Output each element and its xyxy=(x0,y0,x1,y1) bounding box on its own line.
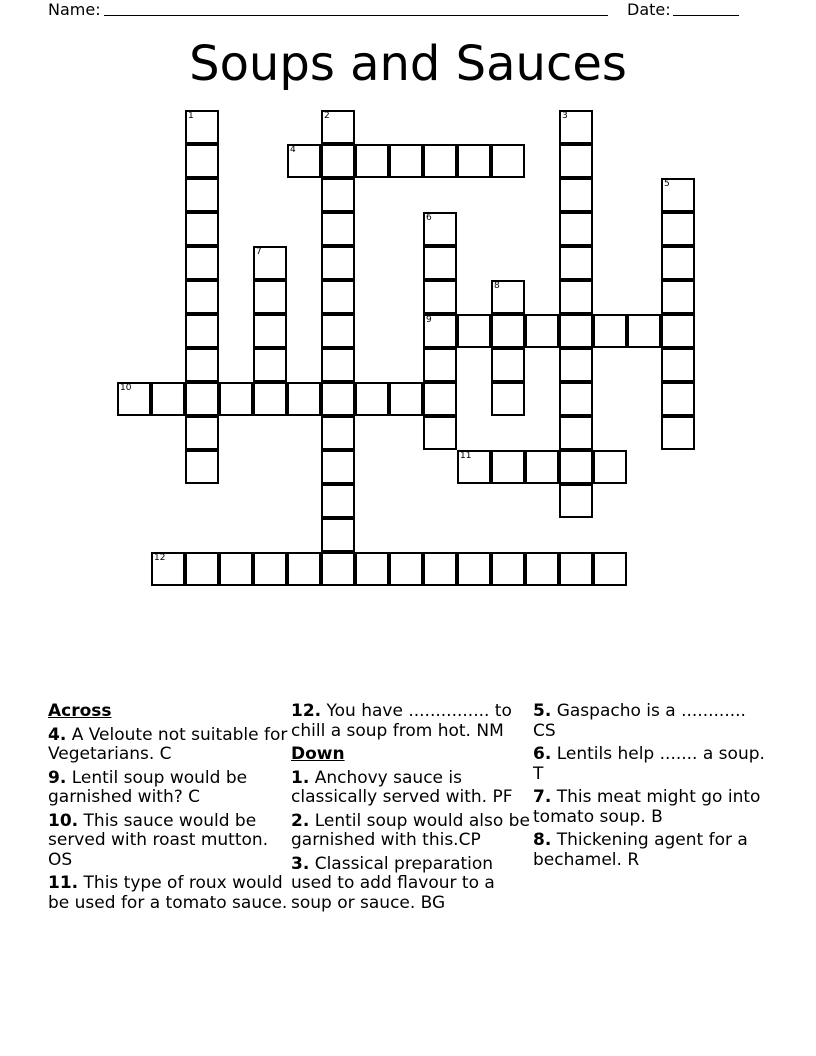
grid-cell[interactable] xyxy=(219,382,253,416)
grid-cell[interactable] xyxy=(559,212,593,246)
grid-cell[interactable] xyxy=(185,382,219,416)
clue-number: 3 xyxy=(562,111,568,121)
grid-cell[interactable] xyxy=(151,552,185,586)
grid-cell[interactable] xyxy=(559,552,593,586)
grid-cell[interactable] xyxy=(287,552,321,586)
clue-down-6: 6. Lentils help ....... a soup. T xyxy=(533,744,765,784)
grid-cell[interactable] xyxy=(389,144,423,178)
grid-cell[interactable] xyxy=(559,280,593,314)
grid-cell[interactable] xyxy=(525,552,559,586)
grid-cell[interactable] xyxy=(219,552,253,586)
grid-cell[interactable] xyxy=(491,314,525,348)
grid-cell[interactable] xyxy=(185,246,219,280)
clue-down-2: 2. Lentil soup would also be garnished with this.CP xyxy=(291,810,530,850)
grid-cell[interactable] xyxy=(423,246,457,280)
grid-cell[interactable] xyxy=(185,110,219,144)
grid-cell[interactable] xyxy=(457,450,491,484)
clue-number: 4 xyxy=(290,145,296,155)
grid-cell[interactable] xyxy=(559,382,593,416)
grid-cell[interactable] xyxy=(321,348,355,382)
grid-cell[interactable] xyxy=(661,416,695,450)
grid-cell[interactable] xyxy=(287,144,321,178)
grid-cell[interactable] xyxy=(491,280,525,314)
clue-number: 7 xyxy=(256,247,262,257)
grid-cell[interactable] xyxy=(185,280,219,314)
grid-cell[interactable] xyxy=(185,348,219,382)
clue-down-1: 1. Anchovy sauce is classically served with. PF xyxy=(291,767,513,807)
grid-cell[interactable] xyxy=(525,450,559,484)
clue-across-11: 11. This type of roux would be used for a tomato sauce. xyxy=(48,873,288,913)
grid-cell[interactable] xyxy=(253,314,287,348)
grid-cell[interactable] xyxy=(185,314,219,348)
grid-cell[interactable] xyxy=(389,382,423,416)
clue-column-2 xyxy=(291,702,531,917)
grid-cell[interactable] xyxy=(627,314,661,348)
grid-cell[interactable] xyxy=(423,552,457,586)
name-label: Name: xyxy=(48,0,101,19)
grid-cell[interactable] xyxy=(321,552,355,586)
grid-cell[interactable] xyxy=(525,314,559,348)
grid-cell[interactable] xyxy=(491,450,525,484)
clue-number: 12 xyxy=(154,553,166,563)
grid-cell[interactable] xyxy=(321,212,355,246)
grid-cell[interactable] xyxy=(253,280,287,314)
grid-cell[interactable] xyxy=(185,416,219,450)
grid-cell[interactable] xyxy=(661,212,695,246)
grid-cell[interactable] xyxy=(423,144,457,178)
across-heading: Across xyxy=(48,701,112,721)
grid-cell[interactable] xyxy=(321,314,355,348)
grid-cell[interactable] xyxy=(253,348,287,382)
clue-across-12: 12. You have ............... to chill a soup from hot. NM xyxy=(291,701,512,741)
clue-number: 8 xyxy=(494,281,500,291)
grid-cell[interactable] xyxy=(389,552,423,586)
grid-cell[interactable] xyxy=(661,348,695,382)
grid-cell[interactable] xyxy=(117,382,151,416)
clue-down-7: 7. This meat might go into tomato soup. B xyxy=(533,787,761,827)
grid-cell[interactable] xyxy=(321,450,355,484)
clue-across-4: 4. A Veloute not suitable for Vegetarians. C xyxy=(48,724,288,764)
grid-cell[interactable] xyxy=(253,552,287,586)
grid-cell[interactable] xyxy=(321,416,355,450)
grid-cell[interactable] xyxy=(423,314,457,348)
clue-number: 10 xyxy=(120,383,132,393)
grid-cell[interactable] xyxy=(593,552,627,586)
grid-cell[interactable] xyxy=(185,178,219,212)
grid-cell[interactable] xyxy=(491,552,525,586)
grid-cell[interactable] xyxy=(355,144,389,178)
date-label: Date: xyxy=(627,0,671,19)
clue-across-10: 10. This sauce would be served with roast mutton. OS xyxy=(48,810,269,870)
page-title: Soups and Sauces xyxy=(189,36,627,92)
grid-cell[interactable] xyxy=(559,314,593,348)
grid-cell[interactable] xyxy=(423,416,457,450)
clue-column-1 xyxy=(48,702,288,917)
grid-cell[interactable] xyxy=(355,382,389,416)
grid-cell[interactable] xyxy=(559,416,593,450)
grid-cell[interactable] xyxy=(321,144,355,178)
grid-cell[interactable] xyxy=(253,382,287,416)
grid-cell[interactable] xyxy=(321,484,355,518)
grid-cell[interactable] xyxy=(253,246,287,280)
grid-cell[interactable] xyxy=(185,144,219,178)
grid-cell[interactable] xyxy=(491,348,525,382)
grid-cell[interactable] xyxy=(151,382,185,416)
grid-cell[interactable] xyxy=(661,382,695,416)
grid-cell[interactable] xyxy=(423,212,457,246)
grid-cell[interactable] xyxy=(185,450,219,484)
grid-cell[interactable] xyxy=(457,314,491,348)
grid-cell[interactable] xyxy=(321,518,355,552)
grid-cell[interactable] xyxy=(423,348,457,382)
clue-number: 2 xyxy=(324,111,330,121)
grid-cell[interactable] xyxy=(321,280,355,314)
grid-cell[interactable] xyxy=(321,110,355,144)
grid-cell[interactable] xyxy=(185,212,219,246)
grid-cell[interactable] xyxy=(457,552,491,586)
grid-cell[interactable] xyxy=(559,348,593,382)
grid-cell[interactable] xyxy=(423,280,457,314)
clue-down-5: 5. Gaspacho is a ............ CS xyxy=(533,701,746,741)
grid-cell[interactable] xyxy=(491,382,525,416)
grid-cell[interactable] xyxy=(185,552,219,586)
grid-cell[interactable] xyxy=(661,314,695,348)
clue-across-9: 9. Lentil soup would be garnished with? C xyxy=(48,767,248,807)
clue-number: 11 xyxy=(460,451,472,461)
grid-cell[interactable] xyxy=(661,246,695,280)
grid-cell[interactable] xyxy=(287,382,321,416)
grid-cell[interactable] xyxy=(661,178,695,212)
grid-cell[interactable] xyxy=(661,280,695,314)
grid-cell[interactable] xyxy=(321,382,355,416)
grid-cell[interactable] xyxy=(593,450,627,484)
grid-cell[interactable] xyxy=(559,450,593,484)
grid-cell[interactable] xyxy=(559,110,593,144)
grid-cell[interactable] xyxy=(559,484,593,518)
grid-cell[interactable] xyxy=(559,246,593,280)
clue-column-3 xyxy=(533,702,773,874)
grid-cell[interactable] xyxy=(559,178,593,212)
grid-cell[interactable] xyxy=(321,246,355,280)
down-heading: Down xyxy=(291,744,345,764)
grid-cell[interactable] xyxy=(423,382,457,416)
clue-number: 5 xyxy=(664,179,670,189)
grid-cell[interactable] xyxy=(593,314,627,348)
clue-down-8: 8. Thickening agent for a bechamel. R xyxy=(533,830,748,870)
clue-down-3: 3. Classical preparation used to add flavour to a soup or sauce. BG xyxy=(291,853,495,913)
grid-cell[interactable] xyxy=(457,144,491,178)
grid-cell[interactable] xyxy=(491,144,525,178)
grid-cell[interactable] xyxy=(559,144,593,178)
clue-number: 6 xyxy=(426,213,432,223)
clue-number: 1 xyxy=(188,111,194,121)
grid-cell[interactable] xyxy=(321,178,355,212)
grid-cell[interactable] xyxy=(355,552,389,586)
clue-number: 9 xyxy=(426,315,432,325)
